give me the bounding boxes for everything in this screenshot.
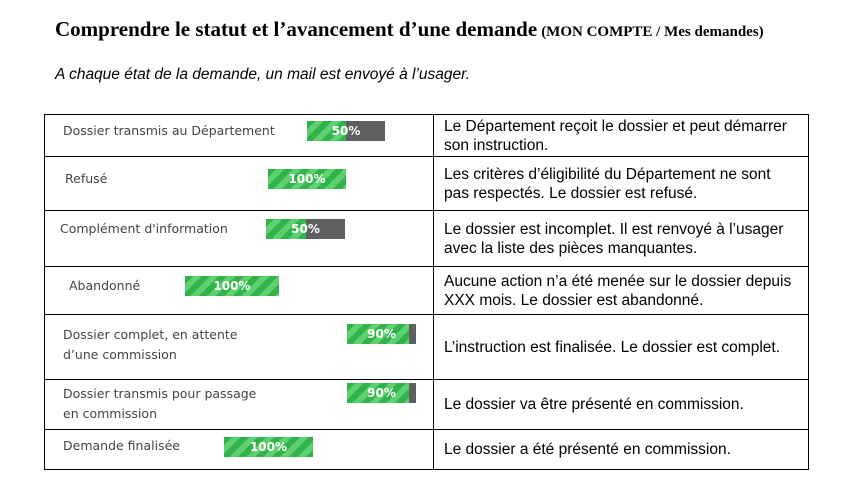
progress-bar [268, 169, 346, 189]
description-cell: Le Département reçoit le dossier et peut démarrer son instruction. [434, 115, 809, 157]
progress-bar [224, 437, 313, 457]
description-cell: Aucune action n’a été menée sur le dossier depuis XXX mois. Le dossier est abandonné. [434, 267, 809, 315]
status-label: Dossier transmis au Département [63, 123, 275, 138]
title-suffix: (MON COMPTE / Mes demandes) [541, 24, 764, 40]
progress-bar [185, 276, 279, 296]
progress-bar [347, 324, 416, 344]
status-label: Refusé [65, 171, 108, 186]
status-label: Dossier complet, en attente d’une commission [63, 327, 238, 362]
table-row [45, 267, 809, 315]
status-cell [45, 315, 434, 380]
table-row [45, 211, 809, 267]
table-row [45, 315, 809, 380]
status-label: Dossier transmis pour passage en commission [63, 386, 257, 421]
status-cell [45, 380, 434, 430]
title-main: Comprendre le statut et l’avancement d’une demande [55, 17, 538, 41]
status-cell [45, 115, 434, 157]
table-row [45, 157, 809, 211]
progress-label: 100% [213, 279, 251, 293]
page-subtitle: A chaque état de la demande, un mail est envoyé à l’usager. [55, 66, 471, 83]
progress-bar [307, 121, 385, 141]
progress-bar [347, 383, 416, 403]
status-label: Demande finalisée [63, 438, 180, 453]
progress-label: 50% [291, 222, 320, 236]
progress-bar [266, 219, 345, 239]
status-cell [45, 211, 434, 267]
description-cell: Les critères d’éligibilité du Département ne sont pas respectés. Le dossier est refusé. [434, 157, 809, 211]
description-cell: Le dossier va être présenté en commission. [434, 380, 809, 430]
status-label: Abandonné [69, 278, 141, 293]
description-cell: L’instruction est finalisée. Le dossier est complet. [434, 315, 809, 380]
description-cell: Le dossier est incomplet. Il est renvoyé à l’usager avec la liste des pièces manquantes. [434, 211, 809, 267]
status-cell [45, 157, 434, 211]
progress-label: 90% [367, 327, 396, 341]
progress-label: 90% [367, 386, 396, 400]
table-row [45, 430, 809, 470]
status-cell [45, 430, 434, 470]
description-cell: Le dossier a été présenté en commission. [434, 430, 809, 470]
progress-label: 50% [331, 124, 361, 138]
status-table [44, 114, 809, 470]
table-row [45, 380, 809, 430]
status-label: Complément d'information [60, 221, 228, 236]
progress-label: 100% [288, 172, 326, 186]
status-cell [45, 267, 434, 315]
page-title [55, 16, 815, 45]
table-row [45, 115, 809, 157]
progress-label: 100% [249, 440, 288, 454]
